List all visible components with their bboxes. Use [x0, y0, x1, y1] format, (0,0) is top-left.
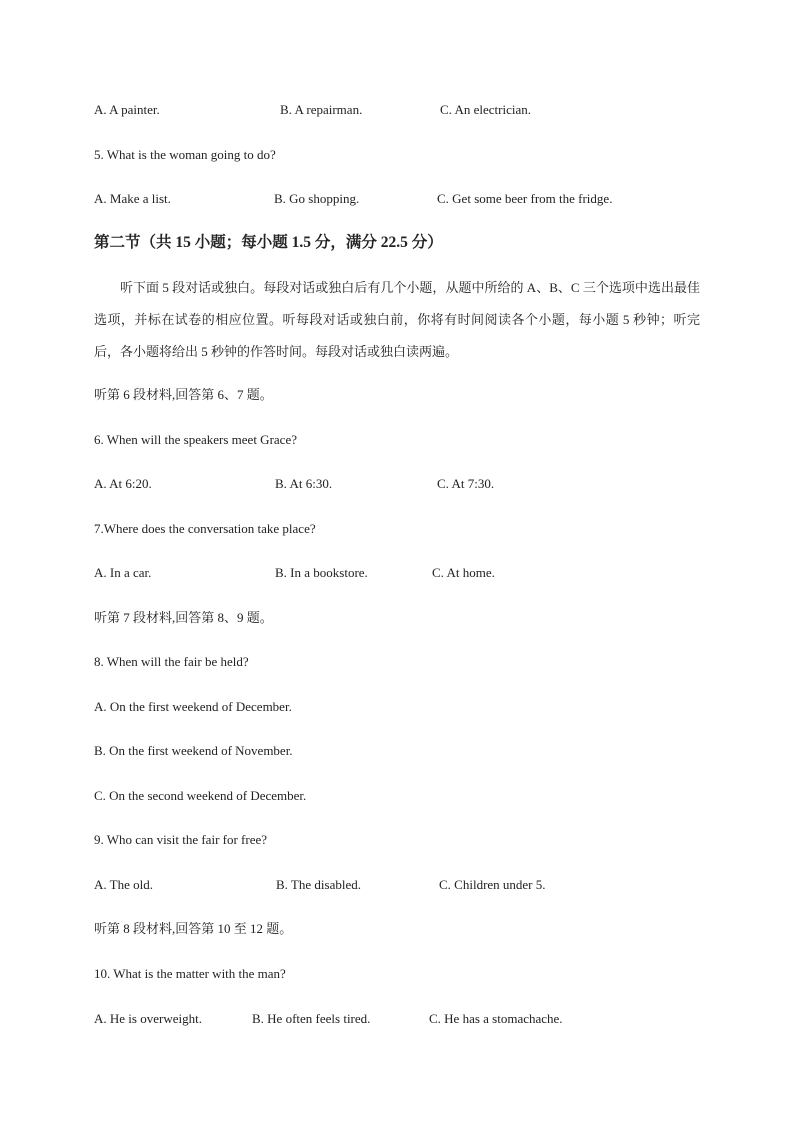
material-8-instruction: 听第 8 段材料,回答第 10 至 12 题。	[94, 921, 293, 936]
q4-option-a: A. A painter.	[94, 102, 160, 117]
section-heading: 第二节（共 15 小题；每小题 1.5 分，满分 22.5 分）	[94, 234, 443, 251]
q5-option-b: B. Go shopping.	[274, 191, 360, 206]
q6-option-a: A. At 6:20.	[94, 476, 152, 491]
q8-option-c: C. On the second weekend of December.	[94, 788, 307, 803]
q9-option-c: C. Children under 5.	[439, 877, 546, 892]
q6-options	[94, 475, 734, 493]
material-6-instruction: 听第 6 段材料,回答第 6、7 题。	[94, 387, 273, 402]
question-8: 8. When will the fair be held?	[94, 654, 249, 669]
q5-option-c: C. Get some beer from the fridge.	[437, 191, 613, 206]
question-7: 7.Where does the conversation take place?	[94, 521, 316, 536]
q8-option-b: B. On the first weekend of November.	[94, 743, 293, 758]
q9-option-b: B. The disabled.	[276, 877, 361, 892]
q10-option-a: A. He is overweight.	[94, 1011, 202, 1026]
q10-options	[94, 1010, 734, 1028]
q5-option-a: A. Make a list.	[94, 191, 171, 206]
q4-option-b: B. A repairman.	[280, 102, 363, 117]
q7-option-c: C. At home.	[432, 565, 495, 580]
q6-option-c: C. At 7:30.	[437, 476, 495, 491]
question-6: 6. When will the speakers meet Grace?	[94, 432, 297, 447]
q7-option-b: B. In a bookstore.	[275, 565, 368, 580]
q10-option-b: B. He often feels tired.	[252, 1011, 371, 1026]
question-10: 10. What is the matter with the man?	[94, 966, 286, 981]
q4-options	[94, 101, 734, 119]
q8-option-a: A. On the first weekend of December.	[94, 699, 292, 714]
q9-option-a: A. The old.	[94, 877, 153, 892]
q7-option-a: A. In a car.	[94, 565, 152, 580]
q6-option-b: B. At 6:30.	[275, 476, 333, 491]
material-7-instruction: 听第 7 段材料,回答第 8、9 题。	[94, 610, 273, 625]
q4-option-c: C. An electrician.	[440, 102, 531, 117]
question-5: 5. What is the woman going to do?	[94, 147, 276, 162]
q9-options	[94, 876, 734, 894]
section-instructions: 听下面 5 段对话或独白。每段对话或独白后有几个小题，从题中所给的 A、B、C 三个选项中选出最佳选项，并标在试卷的相应位置。听每段对话或独白前，你将有时间阅读各个小题，每小题 5 秒钟；听完后，各小题将给出 5 秒钟的作答时间。每段对话或独白读两遍。	[94, 280, 700, 359]
question-9: 9. Who can visit the fair for free?	[94, 832, 268, 847]
q10-option-c: C. He has a stomachache.	[429, 1011, 563, 1026]
q5-options	[94, 190, 734, 208]
q7-options	[94, 564, 734, 582]
